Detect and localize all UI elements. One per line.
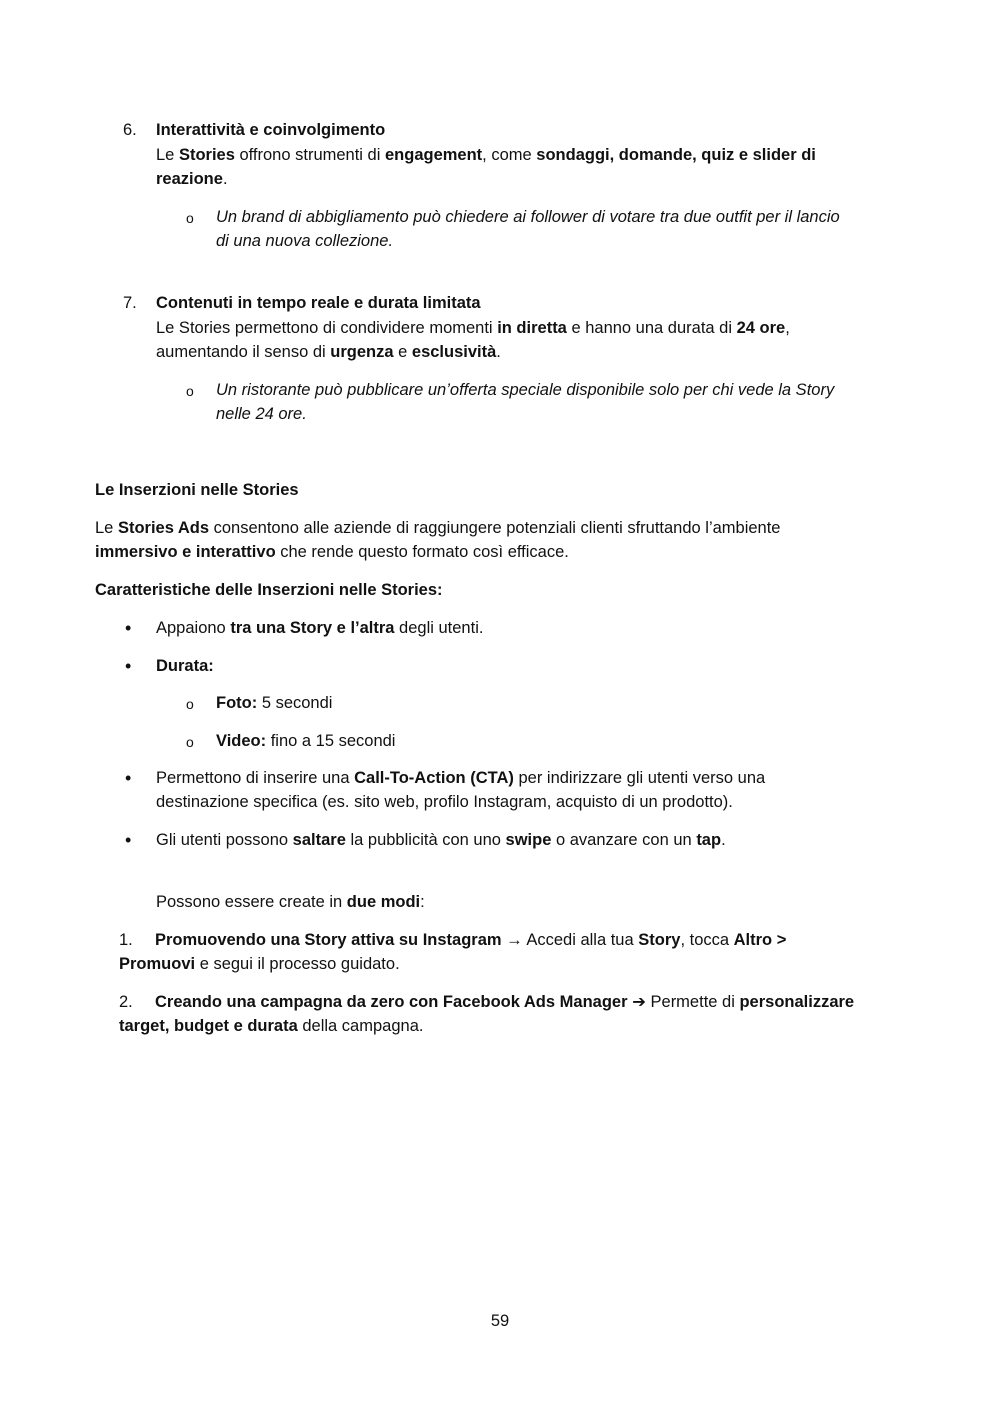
numbered-item: 1. Promuovendo una Story attiva su Instagram → Accedi alla tua Story, tocca Altro > [119,931,787,949]
bullet-item: Gli utenti possono saltare la pubblicità con uno swipe o avanzare con un tap. [156,831,726,849]
bullet-dot-icon: • [125,618,132,638]
example-line: nelle 24 ore. [216,405,307,423]
list-number: 6. [123,121,137,139]
paragraph-line: aumentando il senso di urgenza e esclusività. [156,343,501,361]
item-title: Interattività e coinvolgimento [156,121,386,139]
bullet-dot-icon: • [125,656,132,676]
hollow-circle-bullet-icon: o [186,734,194,750]
features-heading: Caratteristiche delle Inserzioni nelle Stories: [95,581,443,599]
numbered-item: 2. Creando una campagna da zero con Facebook Ads Manager ➔ Permette di personalizzare [119,993,855,1011]
bullet-item: Permettono di inserire una Call-To-Action (CTA) per indirizzare gli utenti verso una [156,769,766,787]
sub-bullet-item: Foto: 5 secondi [216,694,333,712]
page-number: 59 [490,1312,510,1330]
numbered-item-continuation: Promuovi e segui il processo guidato. [119,955,400,973]
example-line: Un ristorante può pubblicare un’offerta speciale disponibile solo per chi vede la Story [216,381,835,399]
bullet-item-continuation: destinazione specifica (es. sito web, profilo Instagram, acquisto di un prodotto). [156,793,733,811]
item-title: Contenuti in tempo reale e durata limitata [156,294,481,312]
hollow-circle-bullet-icon: o [186,210,194,226]
example-line: di una nuova collezione. [216,232,394,250]
paragraph-line: immersivo e interattivo che rende questo formato così efficace. [95,543,569,561]
paragraph-line: Possono essere create in due modi: [156,893,425,911]
hollow-circle-bullet-icon: o [186,696,194,712]
bullet-item: Durata: [156,657,214,675]
paragraph-line: reazione. [156,170,228,188]
hollow-circle-bullet-icon: o [186,383,194,399]
paragraph-line: Le Stories offrono strumenti di engagement, come sondaggi, domande, quiz e slider di [156,146,816,164]
paragraph-line: Le Stories Ads consentono alle aziende di raggiungere potenziali clienti sfruttando l’ambiente [95,519,781,537]
bullet-dot-icon: • [125,768,132,788]
list-number: 7. [123,294,137,312]
bullet-dot-icon: • [125,830,132,850]
bullet-item: Appaiono tra una Story e l’altra degli utenti. [156,619,484,637]
paragraph-line: Le Stories permettono di condividere momenti in diretta e hanno una durata di 24 ore, [156,319,790,337]
numbered-item-continuation: target, budget e durata della campagna. [119,1017,424,1035]
sub-bullet-item: Video: fino a 15 secondi [216,732,396,750]
section-heading: Le Inserzioni nelle Stories [95,481,299,499]
example-line: Un brand di abbigliamento può chiedere ai follower di votare tra due outfit per il lancio [216,208,840,226]
